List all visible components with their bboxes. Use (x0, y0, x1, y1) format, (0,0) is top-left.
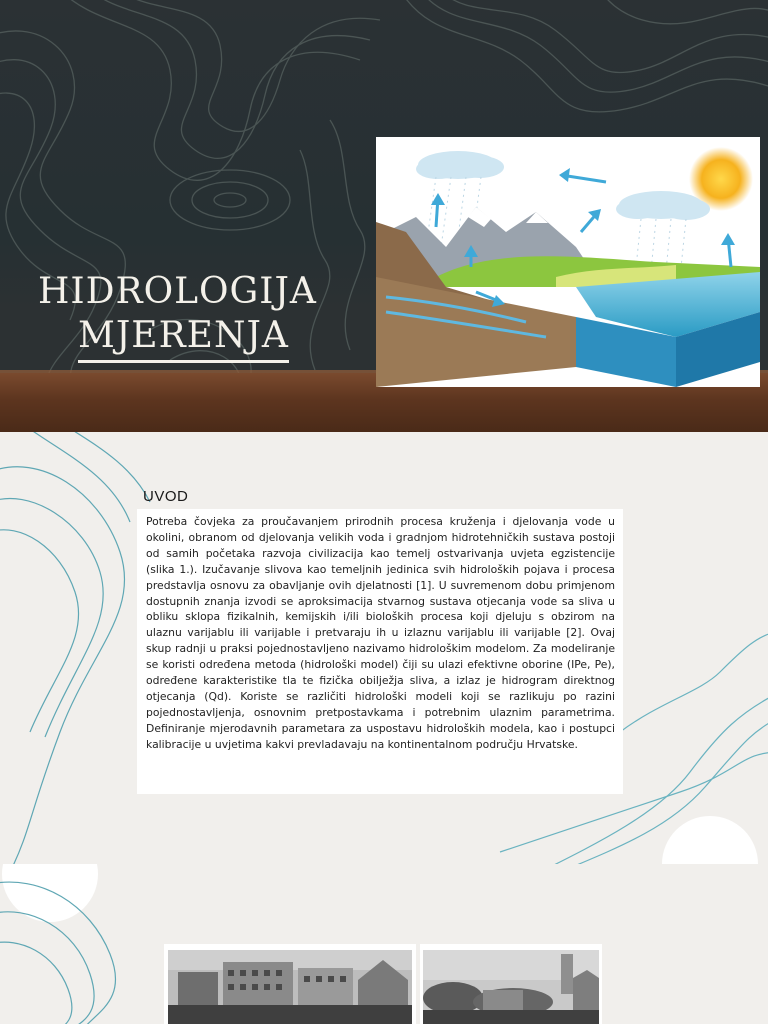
photo-frame-right (420, 944, 602, 1024)
title-line-2: MJERENJA (78, 314, 289, 363)
water-cycle-illustration (376, 137, 760, 387)
historic-building-photo (168, 950, 412, 1024)
intro-slide (0, 432, 768, 864)
intro-paragraph: Potreba čovjeka za proučavanjem prirodnih procesa kruženja i djelovanja vode u okolini, obranom od djelovanja velikih voda i gradnjom hidrotehničkih sustava postoji od samih početaka razvoja civilizacija kao temelj ostvarivanja uvjeta egzistencije (slika 1.). Izučavanje slivova kao temeljnih jedinica svih hidroloških pojava i procesa predstavlja osnovu za obavljanje ovih djelatnosti [1]. U suvremenom dobu primjenom dostupnih znanja izvodi se aproksimacija stvarnog sustava otjecanja vode sa sliva u obliku sklopa fizikalnih, kemijskih i/ili bioloških procesa koji djeluju s obzirom na ulaznu varijablu ili varijable i pretvaraju ih u izlaznu varijablu ili varijable [2]. Ovaj skup radnji u praksi pojednostavljeno nazivamo hidrološkim modelom. Za modeliranje se koristi određena metoda (hidrološki model) čiji su ulazi efektivne oborine (IPe, Pe), određene karakteristike tla te fizička obilježja sliva, a izlaz je hidrogram direktnog otjecanja (Qd). Koriste se različiti hidrološki modeli koji se razlikuju po razini pojednostavljenja, osnovnim pretpostavkama i potrebnim ulaznim parametrima. Definiranje mjerodavnih parametara za uspostavu hidroloških modela, kao i postupci kalibracije u uvjetima kakvi prevladavaju na kontinentalnom području Hrvatske. (146, 515, 615, 751)
historic-town-photo (423, 950, 599, 1024)
photo-frame-left (164, 944, 416, 1024)
intro-text-panel (137, 509, 623, 794)
photos-slide (0, 864, 768, 1024)
cloud-icon (416, 151, 504, 179)
presentation-title (38, 270, 368, 363)
title-slide (0, 0, 768, 432)
section-heading: UVOD (143, 488, 189, 505)
title-line-1: HIDROLOGIJA (38, 271, 317, 312)
